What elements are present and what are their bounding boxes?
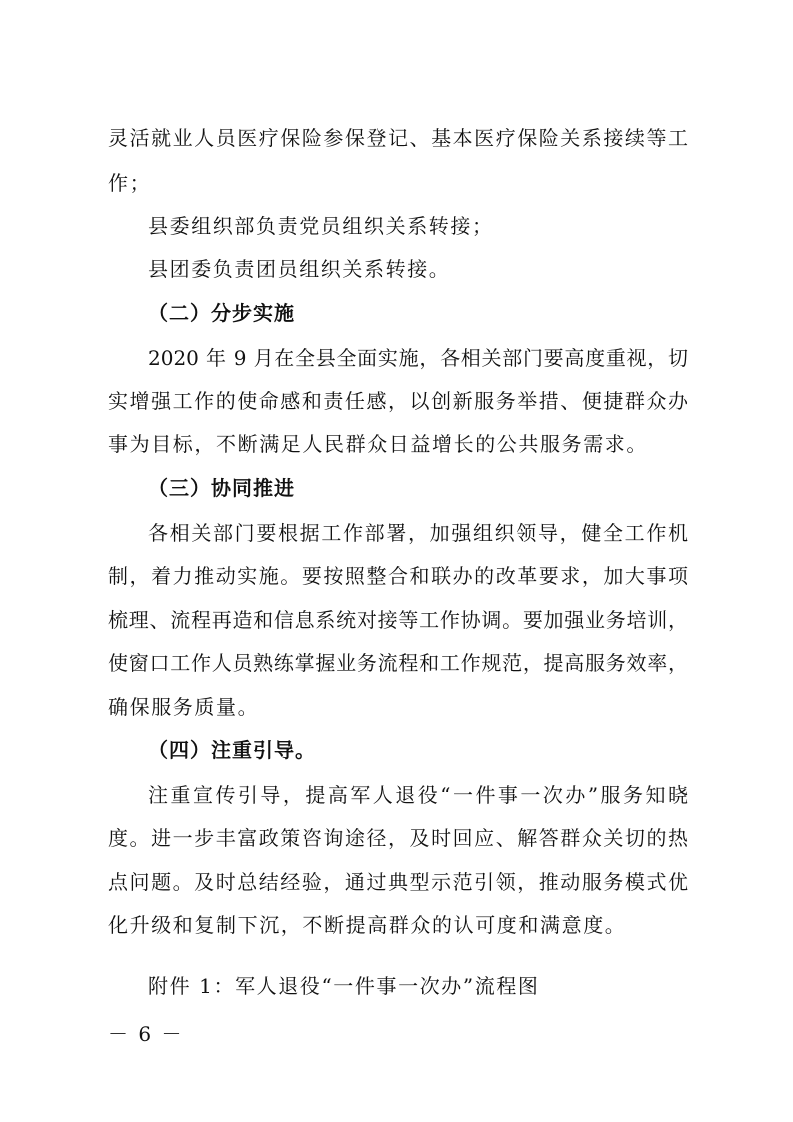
paragraph-line: 灵活就业人员医疗保险参保登记、基本医疗保险关系接续等工 — [108, 126, 688, 150]
paragraph-line: 注重宣传引导，提高军人退役“一件事一次办”服务知晓 — [148, 783, 688, 807]
paragraph-line: 梳理、流程再造和信息系统对接等工作协调。要加强业务培训， — [108, 608, 688, 632]
paragraph-line: 点问题。及时总结经验，通过典型示范引领，推动服务模式优 — [108, 870, 688, 894]
paragraph-line: 使窗口工作人员熟练掌握业务流程和工作规范，提高服务效率， — [108, 651, 688, 675]
attachment-line: 附件 1：军人退役“一件事一次办”流程图 — [148, 974, 540, 998]
section-heading: （四）注重引导。 — [148, 738, 316, 762]
paragraph-line: 度。进一步丰富政策咨询途径，及时回应、解答群众关切的热 — [108, 826, 688, 850]
section-heading: （二）分步实施 — [148, 301, 295, 325]
paragraph-line: 实增强工作的使命感和责任感，以创新服务举措、便捷群众办 — [108, 389, 688, 413]
paragraph-line: 作； — [108, 171, 152, 195]
paragraph-line: 确保服务质量。 — [108, 695, 260, 719]
section-heading: （三）协同推进 — [148, 476, 295, 500]
paragraph-line: 县团委负责团员组织关系转接。 — [148, 257, 451, 281]
paragraph-line: 制，着力推动实施。要按照整合和联办的改革要求，加大事项 — [108, 564, 688, 588]
paragraph-line: 各相关部门要根据工作部署，加强组织领导，健全工作机 — [148, 521, 688, 545]
paragraph-line: 县委组织部负责党员组织关系转接； — [148, 214, 494, 238]
paragraph-line: 2020 年 9 月在全县全面实施，各相关部门要高度重视，切 — [148, 346, 688, 370]
page-number: － 6 － — [108, 1022, 184, 1046]
paragraph-line: 化升级和复制下沉，不断提高群众的认可度和满意度。 — [108, 913, 627, 937]
paragraph-line: 事为目标，不断满足人民群众日益增长的公共服务需求。 — [108, 432, 648, 456]
